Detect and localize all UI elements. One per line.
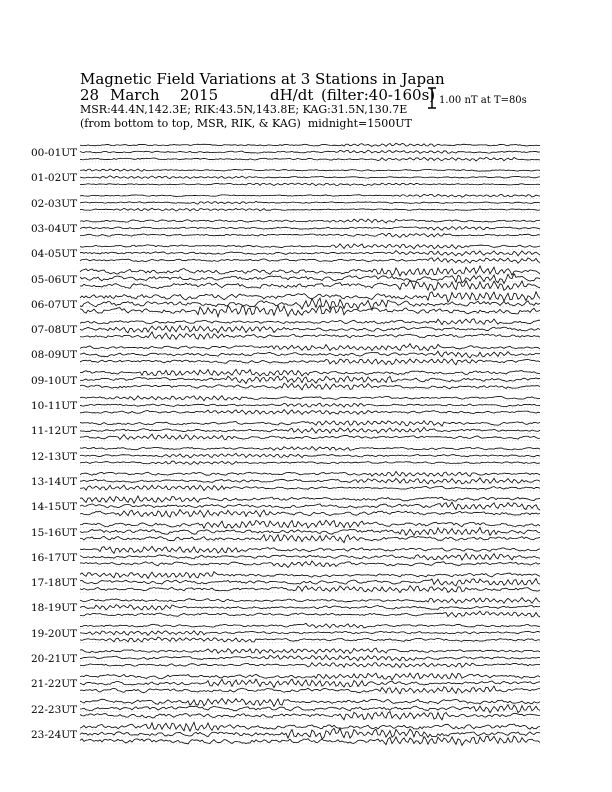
magnetic-trace xyxy=(80,663,540,668)
magnetic-trace xyxy=(80,194,540,197)
magnetic-trace xyxy=(80,637,540,642)
magnetic-trace xyxy=(80,244,540,249)
magnetic-trace xyxy=(80,572,540,579)
magnetic-trace xyxy=(80,403,540,407)
magnetic-trace xyxy=(80,150,540,153)
hour-label: 12-13UT xyxy=(31,450,78,463)
magnetic-trace xyxy=(80,611,540,617)
magnetic-trace xyxy=(80,586,540,593)
magnetic-trace xyxy=(80,478,540,484)
magnetic-trace xyxy=(80,421,540,426)
magnetic-trace xyxy=(80,233,540,237)
hour-label: 13-14UT xyxy=(31,475,78,488)
magnetic-trace xyxy=(80,527,540,535)
magnetic-trace xyxy=(80,157,540,161)
stacking-order-text: (from bottom to top, MSR, RIK, & KAG) xyxy=(80,117,301,130)
hour-label: 23-24UT xyxy=(31,728,78,741)
magnetic-trace xyxy=(80,376,540,383)
magnetic-trace xyxy=(80,485,540,490)
magnetic-trace xyxy=(80,344,540,351)
magnetic-trace xyxy=(80,605,540,610)
hour-label: 21-22UT xyxy=(31,678,78,691)
magnetic-trace xyxy=(80,383,540,390)
magnetic-trace xyxy=(80,648,540,654)
chart-title: Magnetic Field Variations at 3 Stations in Japan xyxy=(80,70,445,88)
midnight-note: midnight=1500UT xyxy=(307,117,412,130)
magnetic-trace xyxy=(80,598,540,604)
magnetic-trace xyxy=(80,332,540,339)
magnetic-trace xyxy=(80,369,540,376)
filter-label: (filter:40-160s) xyxy=(321,86,436,104)
hour-label: 17-18UT xyxy=(31,577,78,590)
magnetic-trace xyxy=(80,226,540,230)
hour-label: 18-19UT xyxy=(31,602,78,615)
magnetic-trace xyxy=(80,631,540,636)
magnetic-trace xyxy=(80,461,540,464)
magnetic-trace xyxy=(80,258,540,263)
magnetic-trace xyxy=(80,251,540,256)
hour-label: 19-20UT xyxy=(31,627,78,640)
magnetic-trace xyxy=(80,434,540,440)
hour-label: 07-08UT xyxy=(31,324,78,337)
hour-label: 04-05UT xyxy=(31,248,78,261)
date-year: 2015 xyxy=(180,86,219,104)
magnetic-trace xyxy=(80,201,540,204)
magnetic-trace xyxy=(80,427,540,433)
magnetic-trace xyxy=(80,686,540,694)
magnetic-trace xyxy=(80,655,540,661)
magnetic-trace xyxy=(80,453,540,458)
magnetic-trace xyxy=(80,561,540,568)
hour-label: 11-12UT xyxy=(31,425,78,438)
magnetic-trace xyxy=(80,673,540,680)
hour-label: 14-15UT xyxy=(31,501,78,514)
magnetic-trace xyxy=(80,359,540,365)
station-coordinates: MSR:44.4N,142.3E; RIK:43.5N,143.8E; KAG:31.5N,130.7E xyxy=(80,103,408,116)
date-day: 28 xyxy=(80,86,100,104)
magnetic-trace xyxy=(80,409,540,414)
magnetic-trace xyxy=(80,169,540,171)
magnetic-trace xyxy=(80,208,540,211)
magnetic-trace xyxy=(80,274,540,284)
magnetic-trace xyxy=(80,623,540,628)
magnetic-trace xyxy=(80,520,540,528)
hour-label: 09-10UT xyxy=(31,374,78,387)
hour-label: 06-07UT xyxy=(31,298,78,311)
hour-label: 02-03UT xyxy=(31,197,78,210)
magnetic-trace xyxy=(80,471,540,476)
scale-bar-label: 1.00 nT at T=80s xyxy=(439,95,527,106)
hour-label: 10-11UT xyxy=(31,400,78,412)
magnetic-trace xyxy=(80,219,540,223)
hour-label: 03-04UT xyxy=(31,222,78,235)
hour-label: 00-01UT xyxy=(31,147,78,159)
hour-label: 08-09UT xyxy=(31,349,78,362)
magnetic-trace xyxy=(80,176,540,179)
magnetic-trace xyxy=(80,698,540,706)
magnetic-trace xyxy=(80,351,540,358)
magnetic-trace xyxy=(80,446,540,450)
hour-label: 16-17UT xyxy=(31,551,78,564)
magnetic-trace xyxy=(80,326,540,333)
magnetic-trace xyxy=(80,292,540,302)
magnetic-trace xyxy=(80,280,540,290)
magnetic-trace xyxy=(80,546,540,553)
date-month: March xyxy=(110,86,160,104)
hour-label: 20-21UT xyxy=(31,653,78,665)
magnetic-trace xyxy=(80,396,540,401)
magnetic-trace xyxy=(80,319,540,325)
hour-label: 05-06UT xyxy=(31,273,78,286)
magnetic-trace xyxy=(80,143,540,146)
quantity-label: dH/dt xyxy=(270,86,314,104)
hour-label: 01-02UT xyxy=(31,172,78,185)
magnetic-trace xyxy=(80,183,540,186)
magnetic-trace xyxy=(80,579,540,586)
hour-label: 15-16UT xyxy=(31,526,78,539)
magnetic-trace xyxy=(80,553,540,560)
hour-label: 22-23UT xyxy=(31,703,78,716)
